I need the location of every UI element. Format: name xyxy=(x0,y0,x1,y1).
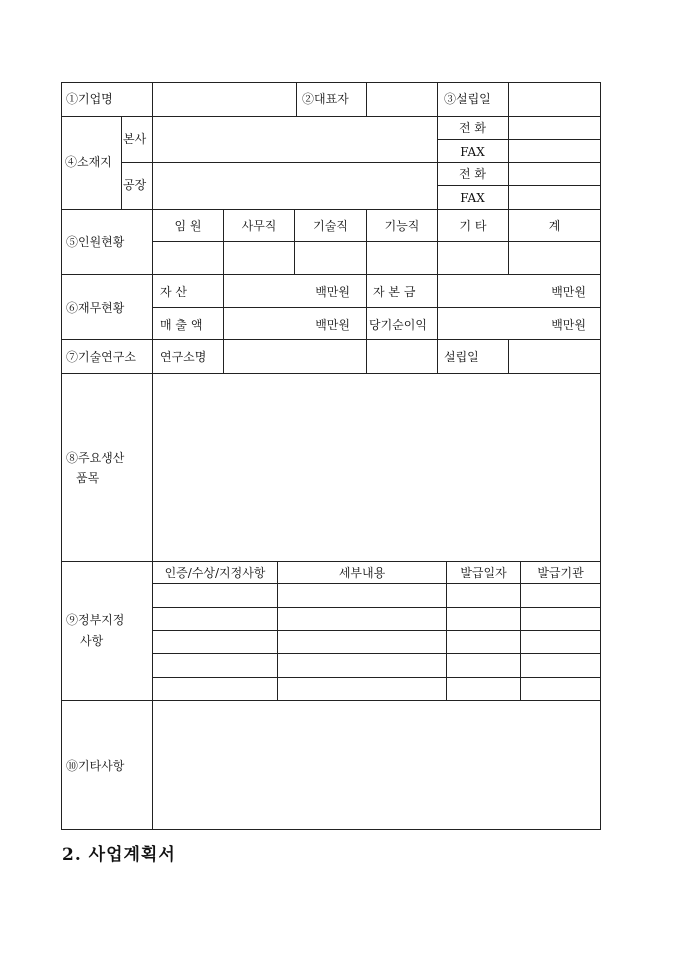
founded-field[interactable] xyxy=(509,83,600,116)
factory-label: 공장 xyxy=(123,178,147,192)
personnel-label: ⑤인원현황 xyxy=(66,235,125,249)
border-bottom xyxy=(61,829,601,830)
gov-entry-row[interactable] xyxy=(153,631,600,653)
sales-label: 매 출 액 xyxy=(160,318,203,332)
border-right xyxy=(600,82,601,830)
personnel-header: 기 타 xyxy=(459,219,487,233)
personnel-header: 사무직 xyxy=(241,219,277,233)
border-left xyxy=(61,82,62,830)
representative-label: ②대표자 xyxy=(302,92,349,106)
capital-unit: 백만원 xyxy=(551,285,586,299)
factory-phone-label: 전 화 xyxy=(459,167,486,181)
gov-label-line2: 사항 xyxy=(80,634,104,648)
lab-founded-label: 설립일 xyxy=(444,350,479,364)
representative-field[interactable] xyxy=(367,83,437,116)
company-info-form xyxy=(61,82,601,830)
gov-header: 세부내용 xyxy=(338,566,386,580)
main-products-field[interactable] xyxy=(153,374,600,561)
company-name-field[interactable] xyxy=(153,83,296,116)
location-sub-line xyxy=(121,162,153,163)
hq-phone-label: 전 화 xyxy=(459,121,486,135)
gov-header: 발급기관 xyxy=(537,566,584,580)
personnel-header: 기술직 xyxy=(313,219,348,233)
company-name-label: ①기업명 xyxy=(66,92,113,106)
lab-name-field[interactable] xyxy=(224,340,437,373)
hq-phone-field[interactable] xyxy=(509,117,600,139)
capital-label: 자 본 금 xyxy=(373,285,416,299)
hq-label: 본사 xyxy=(123,132,147,146)
net-income-field[interactable] xyxy=(438,308,600,339)
assets-field[interactable] xyxy=(224,275,366,307)
other-label: ⑩기타사항 xyxy=(66,759,125,773)
personnel-header: 계 xyxy=(548,219,561,233)
lab-founded-field[interactable] xyxy=(509,340,600,373)
gov-entry-row[interactable] xyxy=(153,654,600,677)
assets-unit: 백만원 xyxy=(315,285,350,299)
total-staff-count-field[interactable] xyxy=(509,242,600,274)
products-label-line2: 품목 xyxy=(76,471,100,485)
net-income-label: 당기순이익 xyxy=(369,318,427,332)
factory-fax-label: FAX xyxy=(460,191,485,205)
sales-unit: 백만원 xyxy=(315,318,350,332)
other-notes-field[interactable] xyxy=(153,701,600,829)
row-line xyxy=(61,209,601,210)
personnel-header: 임 원 xyxy=(174,219,202,233)
factory-phone-field[interactable] xyxy=(509,163,600,185)
capital-field[interactable] xyxy=(438,275,600,307)
net-income-unit: 백만원 xyxy=(551,318,586,332)
gov-entry-row[interactable] xyxy=(153,678,600,700)
section-title: 2. 사업계획서 xyxy=(62,845,176,865)
executives-count-field[interactable] xyxy=(153,242,223,274)
products-label-line1: ⑧주요생산 xyxy=(66,451,125,465)
sales-field[interactable] xyxy=(224,308,366,339)
hq-fax-field[interactable] xyxy=(509,140,600,162)
location-label: ④소재지 xyxy=(65,155,112,169)
cell-divider xyxy=(437,339,438,373)
factory-address-field[interactable] xyxy=(153,163,437,209)
gov-header: 인증/수상/지정사항 xyxy=(164,566,266,580)
founded-label: ③설립일 xyxy=(444,92,491,106)
gov-label-line1: ⑨정부지정 xyxy=(66,613,125,627)
office-staff-count-field[interactable] xyxy=(224,242,294,274)
hq-fax-label: FAX xyxy=(460,145,485,159)
lab-name-label: 연구소명 xyxy=(160,350,207,364)
research-label: ⑦기술연구소 xyxy=(66,350,136,364)
gov-entry-row[interactable] xyxy=(153,608,600,630)
gov-header: 발급일자 xyxy=(460,566,507,580)
technical-staff-count-field[interactable] xyxy=(295,242,366,274)
skilled-staff-count-field[interactable] xyxy=(367,242,437,274)
cell-divider xyxy=(296,82,297,116)
personnel-header: 기능직 xyxy=(384,219,420,233)
finance-label: ⑥재무현황 xyxy=(66,301,125,315)
factory-fax-field[interactable] xyxy=(509,186,600,209)
other-staff-count-field[interactable] xyxy=(438,242,508,274)
assets-label: 자 산 xyxy=(160,285,187,299)
gov-entry-row[interactable] xyxy=(153,584,600,607)
hq-address-field[interactable] xyxy=(153,117,437,162)
